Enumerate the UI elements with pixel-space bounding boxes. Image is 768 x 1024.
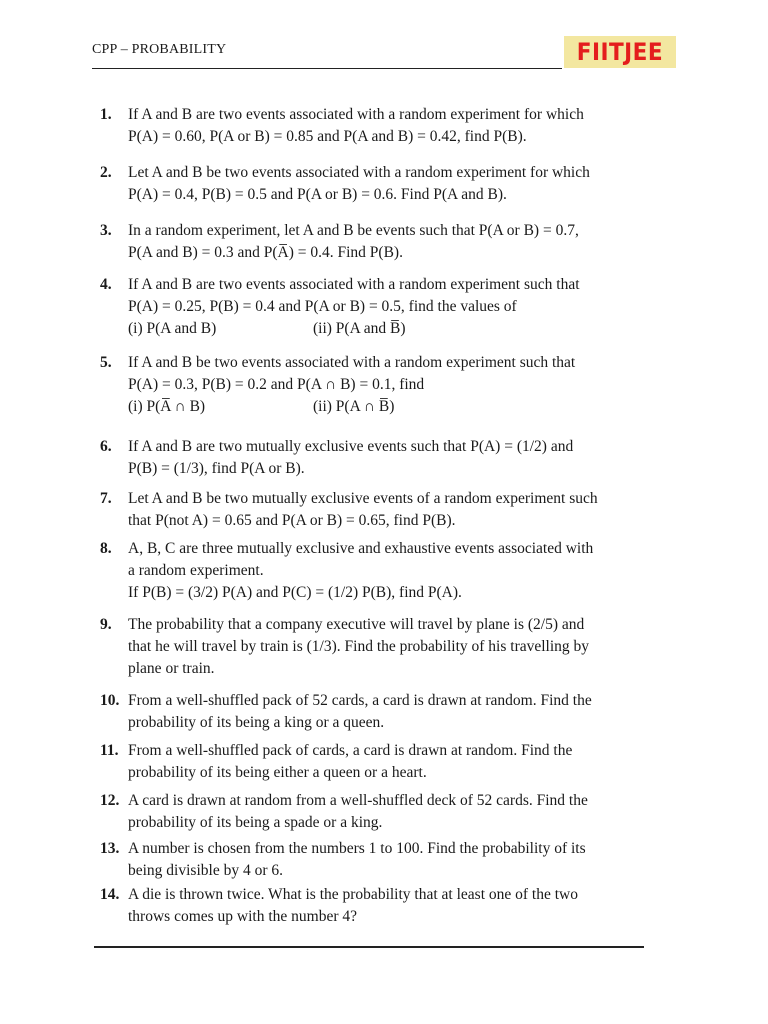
question-line: From a well-shuffled pack of cards, a card is drawn at random. Find the [128, 742, 573, 759]
question-line: P(A) = 0.60, P(A or B) = 0.85 and P(A and B) = 0.42, find P(B). [128, 128, 527, 145]
question-line: P(A) = 0.25, P(B) = 0.4 and P(A or B) = 0.5, find the values of [128, 298, 517, 315]
subpart-label: (ii) P(A ∩ B̅) [313, 398, 395, 415]
question-number: 9. [100, 616, 112, 633]
question-line: A die is thrown twice. What is the probability that at least one of the two [128, 886, 578, 903]
question-line: A, B, C are three mutually exclusive and exhaustive events associated with [128, 540, 594, 557]
footer-divider [94, 946, 644, 948]
question-number: 4. [100, 276, 112, 293]
question-text [128, 104, 673, 148]
question-line: being divisible by 4 or 6. [128, 862, 283, 879]
question-text [128, 162, 673, 206]
question-line: Let A and B be two mutually exclusive events of a random experiment such [128, 490, 598, 507]
question-line: throws comes up with the number 4? [128, 908, 358, 925]
question-line: In a random experiment, let A and B be events such that P(A or B) = 0.7, [128, 222, 579, 239]
question-number: 1. [100, 106, 112, 123]
question-line: P(B) = (1/3), find P(A or B). [128, 460, 305, 477]
question-number: 8. [100, 540, 112, 557]
question-line: that he will travel by train is (1/3). Find the probability of his travelling by [128, 638, 590, 655]
question-line: From a well-shuffled pack of 52 cards, a card is drawn at random. Find the [128, 692, 592, 709]
subparts-row [128, 318, 673, 340]
subpart-label: (ii) P(A and B̅) [313, 320, 406, 337]
question-text [128, 838, 673, 882]
header-title: CPP – PROBABILITY [92, 42, 227, 57]
question-line: A number is chosen from the numbers 1 to 100. Find the probability of its [128, 840, 586, 857]
question-text [128, 274, 673, 340]
question-number: 3. [100, 222, 112, 239]
question-text [128, 740, 673, 784]
question-number: 11. [100, 742, 119, 759]
logo-text: FIITJEE [576, 38, 664, 66]
question-line: If A and B are two events associated with a random experiment for which [128, 106, 584, 123]
question-text [128, 690, 673, 734]
question-number: 10. [100, 692, 120, 709]
question-number: 13. [100, 840, 120, 857]
question-line: If A and B are two mutually exclusive events such that P(A) = (1/2) and [128, 438, 574, 455]
question-text [128, 538, 673, 604]
question-number: 12. [100, 792, 120, 809]
question-number: 14. [100, 886, 120, 903]
subparts-row [128, 396, 673, 418]
question-line: P(A and B) = 0.3 and P(A̅) = 0.4. Find P(B). [128, 244, 403, 261]
question-text [128, 790, 673, 834]
question-line: probability of its being a spade or a king. [128, 814, 383, 831]
question-line: probability of its being a king or a queen. [128, 714, 385, 731]
question-line: If A and B are two events associated with a random experiment such that [128, 276, 580, 293]
question-text [128, 436, 673, 480]
question-line: Let A and B be two events associated with a random experiment for which [128, 164, 590, 181]
question-line: P(A) = 0.3, P(B) = 0.2 and P(A ∩ B) = 0.1, find [128, 376, 425, 393]
question-text [128, 614, 673, 680]
question-line: If P(B) = (3/2) P(A) and P(C) = (1/2) P(B), find P(A). [128, 584, 462, 601]
question-line: that P(not A) = 0.65 and P(A or B) = 0.65, find P(B). [128, 512, 456, 529]
subpart-label: (i) P(A̅ ∩ B) [128, 398, 206, 415]
question-text [128, 488, 673, 532]
question-line: plane or train. [128, 660, 215, 677]
question-number: 5. [100, 354, 112, 371]
question-line: a random experiment. [128, 562, 264, 579]
question-line: P(A) = 0.4, P(B) = 0.5 and P(A or B) = 0.6. Find P(A and B). [128, 186, 507, 203]
question-number: 7. [100, 490, 112, 507]
question-line: If A and B be two events associated with a random experiment such that [128, 354, 576, 371]
question-text [128, 884, 673, 928]
question-line: The probability that a company executive will travel by plane is (2/5) and [128, 616, 585, 633]
subpart-label: (i) P(A and B) [128, 320, 217, 337]
question-line: A card is drawn at random from a well-shuffled deck of 52 cards. Find the [128, 792, 588, 809]
question-text [128, 352, 673, 418]
question-number: 2. [100, 164, 112, 181]
question-line: probability of its being either a queen or a heart. [128, 764, 427, 781]
question-text [128, 220, 673, 264]
question-number: 6. [100, 438, 112, 455]
